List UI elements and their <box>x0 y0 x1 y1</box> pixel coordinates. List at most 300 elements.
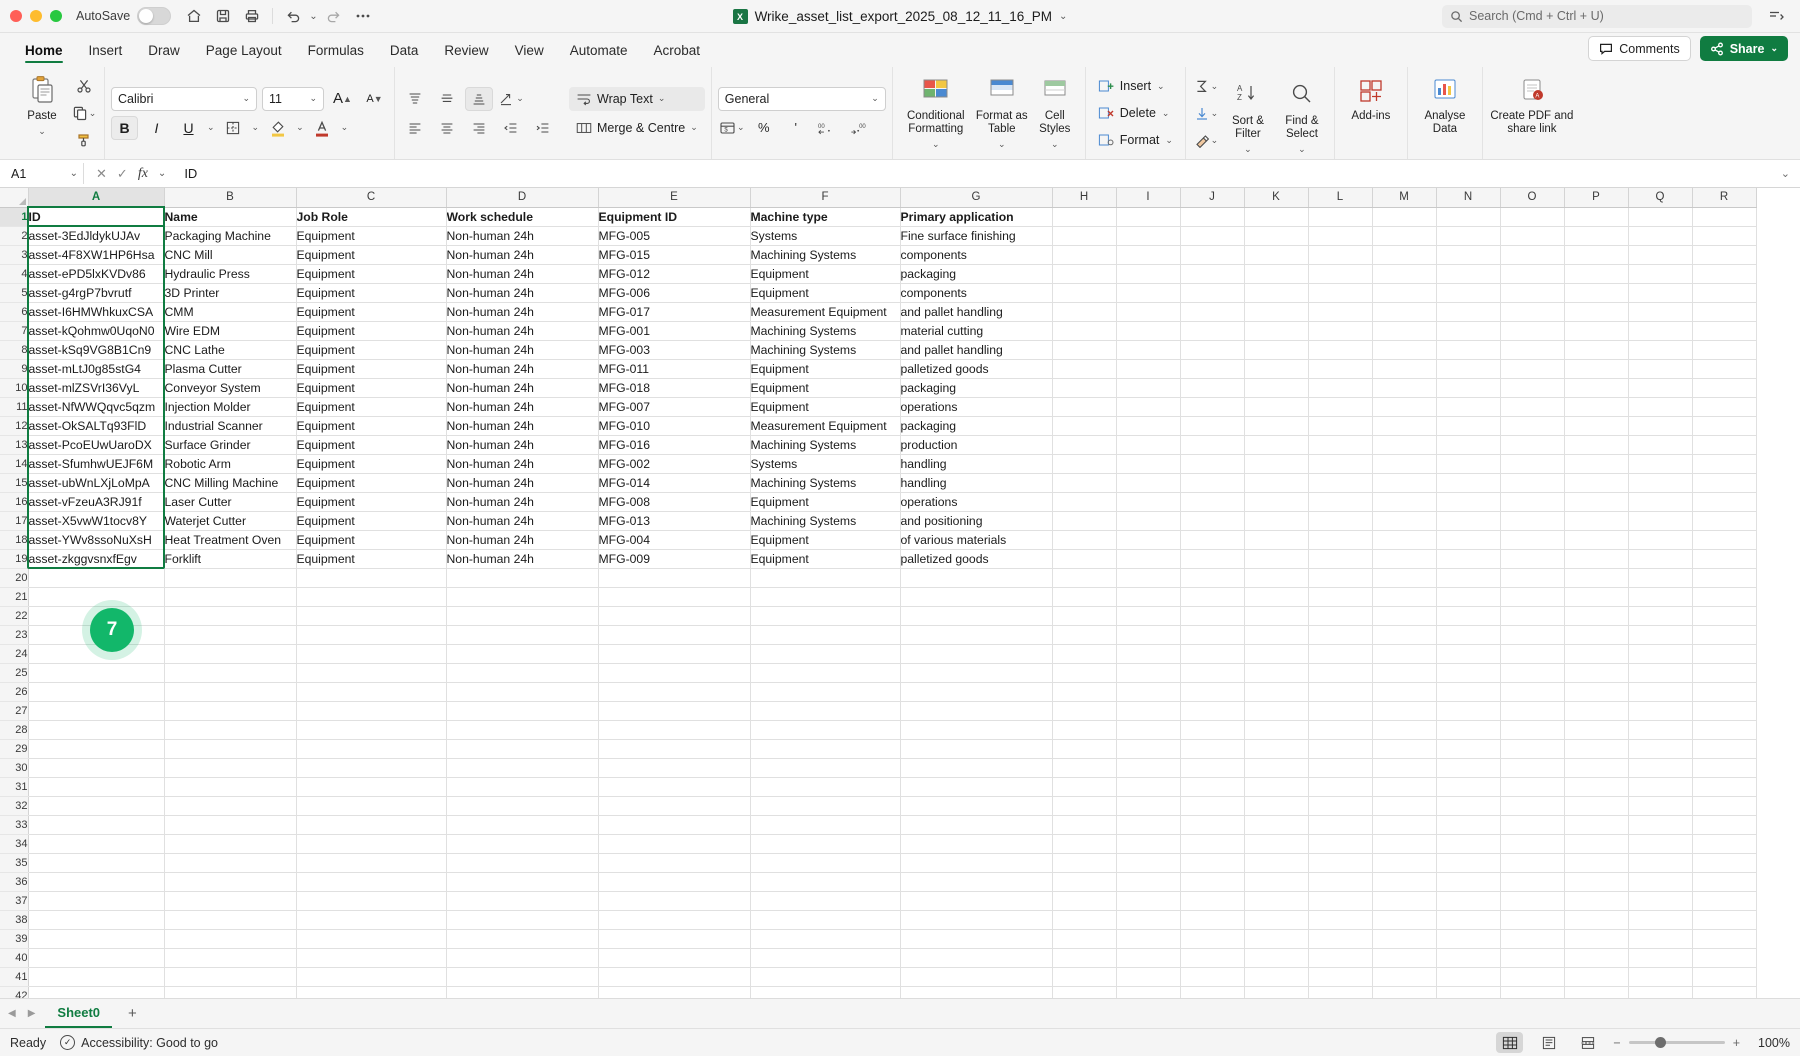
cell-E24[interactable] <box>598 644 750 663</box>
cell-M7[interactable] <box>1372 321 1436 340</box>
cell-J26[interactable] <box>1180 682 1244 701</box>
cell-L24[interactable] <box>1308 644 1372 663</box>
cell-H32[interactable] <box>1052 796 1116 815</box>
align-top-icon[interactable] <box>401 87 429 111</box>
cell-D34[interactable] <box>446 834 598 853</box>
cell-R35[interactable] <box>1692 853 1756 872</box>
cell-Q10[interactable] <box>1628 378 1692 397</box>
cell-D6[interactable]: Non-human 24h <box>446 302 598 321</box>
cell-C3[interactable]: Equipment <box>296 245 446 264</box>
cell-O17[interactable] <box>1500 511 1564 530</box>
cell-M38[interactable] <box>1372 910 1436 929</box>
select-all-corner[interactable] <box>0 188 28 207</box>
cell-A37[interactable] <box>28 891 164 910</box>
cell-G21[interactable] <box>900 587 1052 606</box>
cell-G33[interactable] <box>900 815 1052 834</box>
cell-R22[interactable] <box>1692 606 1756 625</box>
cell-E1[interactable]: Equipment ID <box>598 207 750 226</box>
cell-P39[interactable] <box>1564 929 1628 948</box>
cell-N23[interactable] <box>1436 625 1500 644</box>
cell-F13[interactable]: Machining Systems <box>750 435 900 454</box>
fill-color-icon[interactable] <box>264 116 291 140</box>
row-header-12[interactable]: 12 <box>0 416 28 435</box>
cell-D41[interactable] <box>446 967 598 986</box>
cell-I23[interactable] <box>1116 625 1180 644</box>
cell-A25[interactable] <box>28 663 164 682</box>
tab-draw[interactable]: Draw <box>148 43 180 58</box>
cell-I39[interactable] <box>1116 929 1180 948</box>
cell-E20[interactable] <box>598 568 750 587</box>
cell-D42[interactable] <box>446 986 598 998</box>
row-header-32[interactable]: 32 <box>0 796 28 815</box>
cell-C14[interactable]: Equipment <box>296 454 446 473</box>
cell-O13[interactable] <box>1500 435 1564 454</box>
cell-G22[interactable] <box>900 606 1052 625</box>
bold-button[interactable]: B <box>111 116 138 140</box>
decrease-decimal-icon[interactable] <box>814 116 842 140</box>
undo-chevron-down-icon[interactable]: ⌄ <box>309 10 318 22</box>
cell-I22[interactable] <box>1116 606 1180 625</box>
cell-Q17[interactable] <box>1628 511 1692 530</box>
cell-M40[interactable] <box>1372 948 1436 967</box>
cell-R18[interactable] <box>1692 530 1756 549</box>
cell-E14[interactable]: MFG-002 <box>598 454 750 473</box>
cell-O27[interactable] <box>1500 701 1564 720</box>
cell-F35[interactable] <box>750 853 900 872</box>
save-icon[interactable] <box>210 4 236 28</box>
cell-P18[interactable] <box>1564 530 1628 549</box>
cell-R30[interactable] <box>1692 758 1756 777</box>
cell-N9[interactable] <box>1436 359 1500 378</box>
cell-N37[interactable] <box>1436 891 1500 910</box>
cell-E31[interactable] <box>598 777 750 796</box>
cell-A32[interactable] <box>28 796 164 815</box>
cell-L38[interactable] <box>1308 910 1372 929</box>
cell-A4[interactable]: asset-ePD5lxKVDv86 <box>28 264 164 283</box>
sheet-row[interactable] <box>0 682 1756 701</box>
sheet-row[interactable] <box>0 910 1756 929</box>
cell-G24[interactable] <box>900 644 1052 663</box>
cell-C8[interactable]: Equipment <box>296 340 446 359</box>
column-header-e[interactable]: E <box>598 188 750 207</box>
cell-A3[interactable]: asset-4F8XW1HP6Hsa <box>28 245 164 264</box>
cell-B29[interactable] <box>164 739 296 758</box>
cell-E11[interactable]: MFG-007 <box>598 397 750 416</box>
cell-B32[interactable] <box>164 796 296 815</box>
row-header-42[interactable]: 42 <box>0 986 28 998</box>
cell-C9[interactable]: Equipment <box>296 359 446 378</box>
row-header-4[interactable]: 4 <box>0 264 28 283</box>
column-header-i[interactable]: I <box>1116 188 1180 207</box>
cell-O12[interactable] <box>1500 416 1564 435</box>
row-header-1[interactable]: 1 <box>0 207 28 226</box>
cell-F4[interactable]: Equipment <box>750 264 900 283</box>
cell-F41[interactable] <box>750 967 900 986</box>
cell-R10[interactable] <box>1692 378 1756 397</box>
cell-G10[interactable]: packaging <box>900 378 1052 397</box>
home-icon[interactable] <box>181 4 207 28</box>
cell-O9[interactable] <box>1500 359 1564 378</box>
cell-Q29[interactable] <box>1628 739 1692 758</box>
cell-D27[interactable] <box>446 701 598 720</box>
cell-J34[interactable] <box>1180 834 1244 853</box>
cell-H42[interactable] <box>1052 986 1116 998</box>
tab-automate[interactable]: Automate <box>569 43 628 58</box>
cell-C40[interactable] <box>296 948 446 967</box>
cell-M42[interactable] <box>1372 986 1436 998</box>
cell-B6[interactable]: CMM <box>164 302 296 321</box>
cell-L33[interactable] <box>1308 815 1372 834</box>
cell-N34[interactable] <box>1436 834 1500 853</box>
cell-D14[interactable]: Non-human 24h <box>446 454 598 473</box>
cell-N42[interactable] <box>1436 986 1500 998</box>
create-pdf-button[interactable] <box>1489 67 1575 159</box>
cell-D28[interactable] <box>446 720 598 739</box>
cell-R17[interactable] <box>1692 511 1756 530</box>
cell-A34[interactable] <box>28 834 164 853</box>
cell-Q36[interactable] <box>1628 872 1692 891</box>
cell-D19[interactable]: Non-human 24h <box>446 549 598 568</box>
cell-N8[interactable] <box>1436 340 1500 359</box>
cell-E23[interactable] <box>598 625 750 644</box>
cell-Q22[interactable] <box>1628 606 1692 625</box>
cell-Q34[interactable] <box>1628 834 1692 853</box>
cell-L31[interactable] <box>1308 777 1372 796</box>
row-header-28[interactable]: 28 <box>0 720 28 739</box>
cell-N32[interactable] <box>1436 796 1500 815</box>
cell-H29[interactable] <box>1052 739 1116 758</box>
cell-B39[interactable] <box>164 929 296 948</box>
cell-P12[interactable] <box>1564 416 1628 435</box>
cell-C33[interactable] <box>296 815 446 834</box>
cell-B16[interactable]: Laser Cutter <box>164 492 296 511</box>
ribbon-display-icon[interactable] <box>1764 4 1790 28</box>
cell-M23[interactable] <box>1372 625 1436 644</box>
cell-H27[interactable] <box>1052 701 1116 720</box>
cell-G25[interactable] <box>900 663 1052 682</box>
cell-J13[interactable] <box>1180 435 1244 454</box>
cell-D38[interactable] <box>446 910 598 929</box>
cell-F29[interactable] <box>750 739 900 758</box>
cell-F19[interactable]: Equipment <box>750 549 900 568</box>
sheet-row[interactable] <box>0 568 1756 587</box>
cell-G14[interactable]: handling <box>900 454 1052 473</box>
row-header-35[interactable]: 35 <box>0 853 28 872</box>
cell-F16[interactable]: Equipment <box>750 492 900 511</box>
cell-I20[interactable] <box>1116 568 1180 587</box>
cell-M13[interactable] <box>1372 435 1436 454</box>
cell-P16[interactable] <box>1564 492 1628 511</box>
cell-E33[interactable] <box>598 815 750 834</box>
cell-K2[interactable] <box>1244 226 1308 245</box>
cell-G3[interactable]: components <box>900 245 1052 264</box>
cell-B28[interactable] <box>164 720 296 739</box>
row-header-11[interactable]: 11 <box>0 397 28 416</box>
minimize-window-button[interactable] <box>30 10 42 22</box>
format-chevron-down-icon[interactable]: ⌄ <box>1165 134 1173 145</box>
cell-B2[interactable]: Packaging Machine <box>164 226 296 245</box>
cell-K4[interactable] <box>1244 264 1308 283</box>
cell-M11[interactable] <box>1372 397 1436 416</box>
row-header-7[interactable]: 7 <box>0 321 28 340</box>
row-header-13[interactable]: 13 <box>0 435 28 454</box>
sheet-row[interactable] <box>0 321 1756 340</box>
cell-M17[interactable] <box>1372 511 1436 530</box>
next-sheet-icon[interactable]: ▶ <box>27 1008 36 1019</box>
cell-P30[interactable] <box>1564 758 1628 777</box>
cell-G13[interactable]: production <box>900 435 1052 454</box>
cell-L4[interactable] <box>1308 264 1372 283</box>
cut-icon[interactable] <box>70 74 98 98</box>
cell-I6[interactable] <box>1116 302 1180 321</box>
cell-A10[interactable]: asset-mlZSVrI36VyL <box>28 378 164 397</box>
cell-G36[interactable] <box>900 872 1052 891</box>
cell-N39[interactable] <box>1436 929 1500 948</box>
cell-N3[interactable] <box>1436 245 1500 264</box>
cell-R14[interactable] <box>1692 454 1756 473</box>
cell-F3[interactable]: Machining Systems <box>750 245 900 264</box>
cell-P37[interactable] <box>1564 891 1628 910</box>
cell-B11[interactable]: Injection Molder <box>164 397 296 416</box>
sheet-row[interactable] <box>0 454 1756 473</box>
fill-chevron-down-icon[interactable]: ⌄ <box>296 122 304 132</box>
sheet-row[interactable] <box>0 302 1756 321</box>
cell-F14[interactable]: Systems <box>750 454 900 473</box>
cell-K26[interactable] <box>1244 682 1308 701</box>
cell-R8[interactable] <box>1692 340 1756 359</box>
sheet-row[interactable] <box>0 891 1756 910</box>
cell-O34[interactable] <box>1500 834 1564 853</box>
cell-K22[interactable] <box>1244 606 1308 625</box>
sheet-row[interactable] <box>0 606 1756 625</box>
cell-R1[interactable] <box>1692 207 1756 226</box>
cell-B12[interactable]: Industrial Scanner <box>164 416 296 435</box>
merge-centre-button[interactable] <box>569 116 705 140</box>
cell-C15[interactable]: Equipment <box>296 473 446 492</box>
zoom-slider[interactable] <box>1613 1036 1740 1050</box>
sheet-row[interactable] <box>0 948 1756 967</box>
cell-J12[interactable] <box>1180 416 1244 435</box>
sheet-row[interactable] <box>0 815 1756 834</box>
cell-N7[interactable] <box>1436 321 1500 340</box>
cell-R11[interactable] <box>1692 397 1756 416</box>
cell-I3[interactable] <box>1116 245 1180 264</box>
cell-G17[interactable]: and positioning <box>900 511 1052 530</box>
cell-A31[interactable] <box>28 777 164 796</box>
name-box-chevron-down-icon[interactable]: ⌄ <box>69 168 78 179</box>
cell-K27[interactable] <box>1244 701 1308 720</box>
cell-A16[interactable]: asset-vFzeuA3RJ91f <box>28 492 164 511</box>
cell-P33[interactable] <box>1564 815 1628 834</box>
cell-H5[interactable] <box>1052 283 1116 302</box>
cell-K10[interactable] <box>1244 378 1308 397</box>
cell-F24[interactable] <box>750 644 900 663</box>
cell-J36[interactable] <box>1180 872 1244 891</box>
cell-F17[interactable]: Machining Systems <box>750 511 900 530</box>
cell-D25[interactable] <box>446 663 598 682</box>
cell-A6[interactable]: asset-I6HMWhkuxCSA <box>28 302 164 321</box>
cell-P7[interactable] <box>1564 321 1628 340</box>
grid-scroll-area[interactable] <box>0 188 1800 998</box>
cell-J3[interactable] <box>1180 245 1244 264</box>
cell-E8[interactable]: MFG-003 <box>598 340 750 359</box>
cell-R39[interactable] <box>1692 929 1756 948</box>
cell-F31[interactable] <box>750 777 900 796</box>
cell-D35[interactable] <box>446 853 598 872</box>
increase-decimal-icon[interactable] <box>846 116 874 140</box>
zoom-knob[interactable] <box>1655 1037 1666 1048</box>
sheet-tab-sheet0[interactable]: Sheet0 <box>45 1000 112 1028</box>
tab-home[interactable]: Home <box>12 43 76 64</box>
sort-filter-button[interactable] <box>1222 72 1274 155</box>
cell-F20[interactable] <box>750 568 900 587</box>
cell-J5[interactable] <box>1180 283 1244 302</box>
cell-K39[interactable] <box>1244 929 1308 948</box>
sf-chevron-down-icon[interactable]: ⌄ <box>1244 144 1252 155</box>
cell-M20[interactable] <box>1372 568 1436 587</box>
cell-P27[interactable] <box>1564 701 1628 720</box>
accessibility-status[interactable] <box>60 1035 218 1050</box>
cell-O19[interactable] <box>1500 549 1564 568</box>
cell-G8[interactable]: and pallet handling <box>900 340 1052 359</box>
cell-B27[interactable] <box>164 701 296 720</box>
row-header-19[interactable]: 19 <box>0 549 28 568</box>
cell-F8[interactable]: Machining Systems <box>750 340 900 359</box>
cell-M4[interactable] <box>1372 264 1436 283</box>
cell-I31[interactable] <box>1116 777 1180 796</box>
cell-P34[interactable] <box>1564 834 1628 853</box>
row-header-17[interactable]: 17 <box>0 511 28 530</box>
conditional-formatting-button[interactable] <box>899 67 973 159</box>
cell-G16[interactable]: operations <box>900 492 1052 511</box>
cell-D8[interactable]: Non-human 24h <box>446 340 598 359</box>
sheet-row[interactable] <box>0 549 1756 568</box>
cell-H15[interactable] <box>1052 473 1116 492</box>
cell-O30[interactable] <box>1500 758 1564 777</box>
cell-F6[interactable]: Measurement Equipment <box>750 302 900 321</box>
cell-J37[interactable] <box>1180 891 1244 910</box>
cell-F26[interactable] <box>750 682 900 701</box>
cell-H4[interactable] <box>1052 264 1116 283</box>
cell-J39[interactable] <box>1180 929 1244 948</box>
cell-H17[interactable] <box>1052 511 1116 530</box>
cell-P28[interactable] <box>1564 720 1628 739</box>
cell-B37[interactable] <box>164 891 296 910</box>
cell-L5[interactable] <box>1308 283 1372 302</box>
cell-O8[interactable] <box>1500 340 1564 359</box>
cell-N35[interactable] <box>1436 853 1500 872</box>
cell-B41[interactable] <box>164 967 296 986</box>
cell-C19[interactable]: Equipment <box>296 549 446 568</box>
cell-N38[interactable] <box>1436 910 1500 929</box>
cell-C12[interactable]: Equipment <box>296 416 446 435</box>
cell-D33[interactable] <box>446 815 598 834</box>
more-options-icon[interactable] <box>350 4 376 28</box>
add-ins-button[interactable] <box>1341 67 1401 159</box>
cell-H36[interactable] <box>1052 872 1116 891</box>
cell-M22[interactable] <box>1372 606 1436 625</box>
cell-L22[interactable] <box>1308 606 1372 625</box>
cell-K20[interactable] <box>1244 568 1308 587</box>
cell-K33[interactable] <box>1244 815 1308 834</box>
cell-H39[interactable] <box>1052 929 1116 948</box>
cell-H37[interactable] <box>1052 891 1116 910</box>
row-header-40[interactable]: 40 <box>0 948 28 967</box>
cell-D39[interactable] <box>446 929 598 948</box>
cell-M8[interactable] <box>1372 340 1436 359</box>
cell-I37[interactable] <box>1116 891 1180 910</box>
align-bottom-icon[interactable] <box>465 87 493 111</box>
title-chevron-down-icon[interactable]: ⌄ <box>1059 11 1068 22</box>
cell-O15[interactable] <box>1500 473 1564 492</box>
cell-O42[interactable] <box>1500 986 1564 998</box>
formula-input[interactable]: ID <box>184 166 198 181</box>
cell-N27[interactable] <box>1436 701 1500 720</box>
cell-N26[interactable] <box>1436 682 1500 701</box>
sheet-row[interactable] <box>0 435 1756 454</box>
cell-H12[interactable] <box>1052 416 1116 435</box>
row-header-2[interactable]: 2 <box>0 226 28 245</box>
sheet-nav-arrows[interactable] <box>8 1008 35 1019</box>
column-header-f[interactable]: F <box>750 188 900 207</box>
cell-H2[interactable] <box>1052 226 1116 245</box>
cell-J4[interactable] <box>1180 264 1244 283</box>
cell-L14[interactable] <box>1308 454 1372 473</box>
cell-K17[interactable] <box>1244 511 1308 530</box>
cell-G12[interactable]: packaging <box>900 416 1052 435</box>
cell-Q14[interactable] <box>1628 454 1692 473</box>
cell-E12[interactable]: MFG-010 <box>598 416 750 435</box>
cell-L32[interactable] <box>1308 796 1372 815</box>
cell-J27[interactable] <box>1180 701 1244 720</box>
cell-L18[interactable] <box>1308 530 1372 549</box>
cell-P21[interactable] <box>1564 587 1628 606</box>
cell-J30[interactable] <box>1180 758 1244 777</box>
cell-H3[interactable] <box>1052 245 1116 264</box>
sheet-row[interactable] <box>0 739 1756 758</box>
fx-chevron-down-icon[interactable]: ⌄ <box>157 168 167 179</box>
comma-style-button[interactable]: ' <box>794 120 798 135</box>
cell-O21[interactable] <box>1500 587 1564 606</box>
cell-M29[interactable] <box>1372 739 1436 758</box>
cell-R20[interactable] <box>1692 568 1756 587</box>
cell-D12[interactable]: Non-human 24h <box>446 416 598 435</box>
cell-H9[interactable] <box>1052 359 1116 378</box>
cell-C18[interactable]: Equipment <box>296 530 446 549</box>
cell-J42[interactable] <box>1180 986 1244 998</box>
add-sheet-button[interactable]: + <box>128 1005 137 1022</box>
cell-K38[interactable] <box>1244 910 1308 929</box>
cell-C36[interactable] <box>296 872 446 891</box>
row-header-18[interactable]: 18 <box>0 530 28 549</box>
cell-O4[interactable] <box>1500 264 1564 283</box>
cell-I18[interactable] <box>1116 530 1180 549</box>
cell-G23[interactable] <box>900 625 1052 644</box>
cell-G37[interactable] <box>900 891 1052 910</box>
cell-F30[interactable] <box>750 758 900 777</box>
cell-D26[interactable] <box>446 682 598 701</box>
cell-A35[interactable] <box>28 853 164 872</box>
cell-M19[interactable] <box>1372 549 1436 568</box>
cell-N30[interactable] <box>1436 758 1500 777</box>
cell-M32[interactable] <box>1372 796 1436 815</box>
cell-G32[interactable] <box>900 796 1052 815</box>
row-header-6[interactable]: 6 <box>0 302 28 321</box>
clear-chevron-down-icon[interactable]: ⌄ <box>1210 134 1219 145</box>
cell-R13[interactable] <box>1692 435 1756 454</box>
cell-B33[interactable] <box>164 815 296 834</box>
cell-D11[interactable]: Non-human 24h <box>446 397 598 416</box>
